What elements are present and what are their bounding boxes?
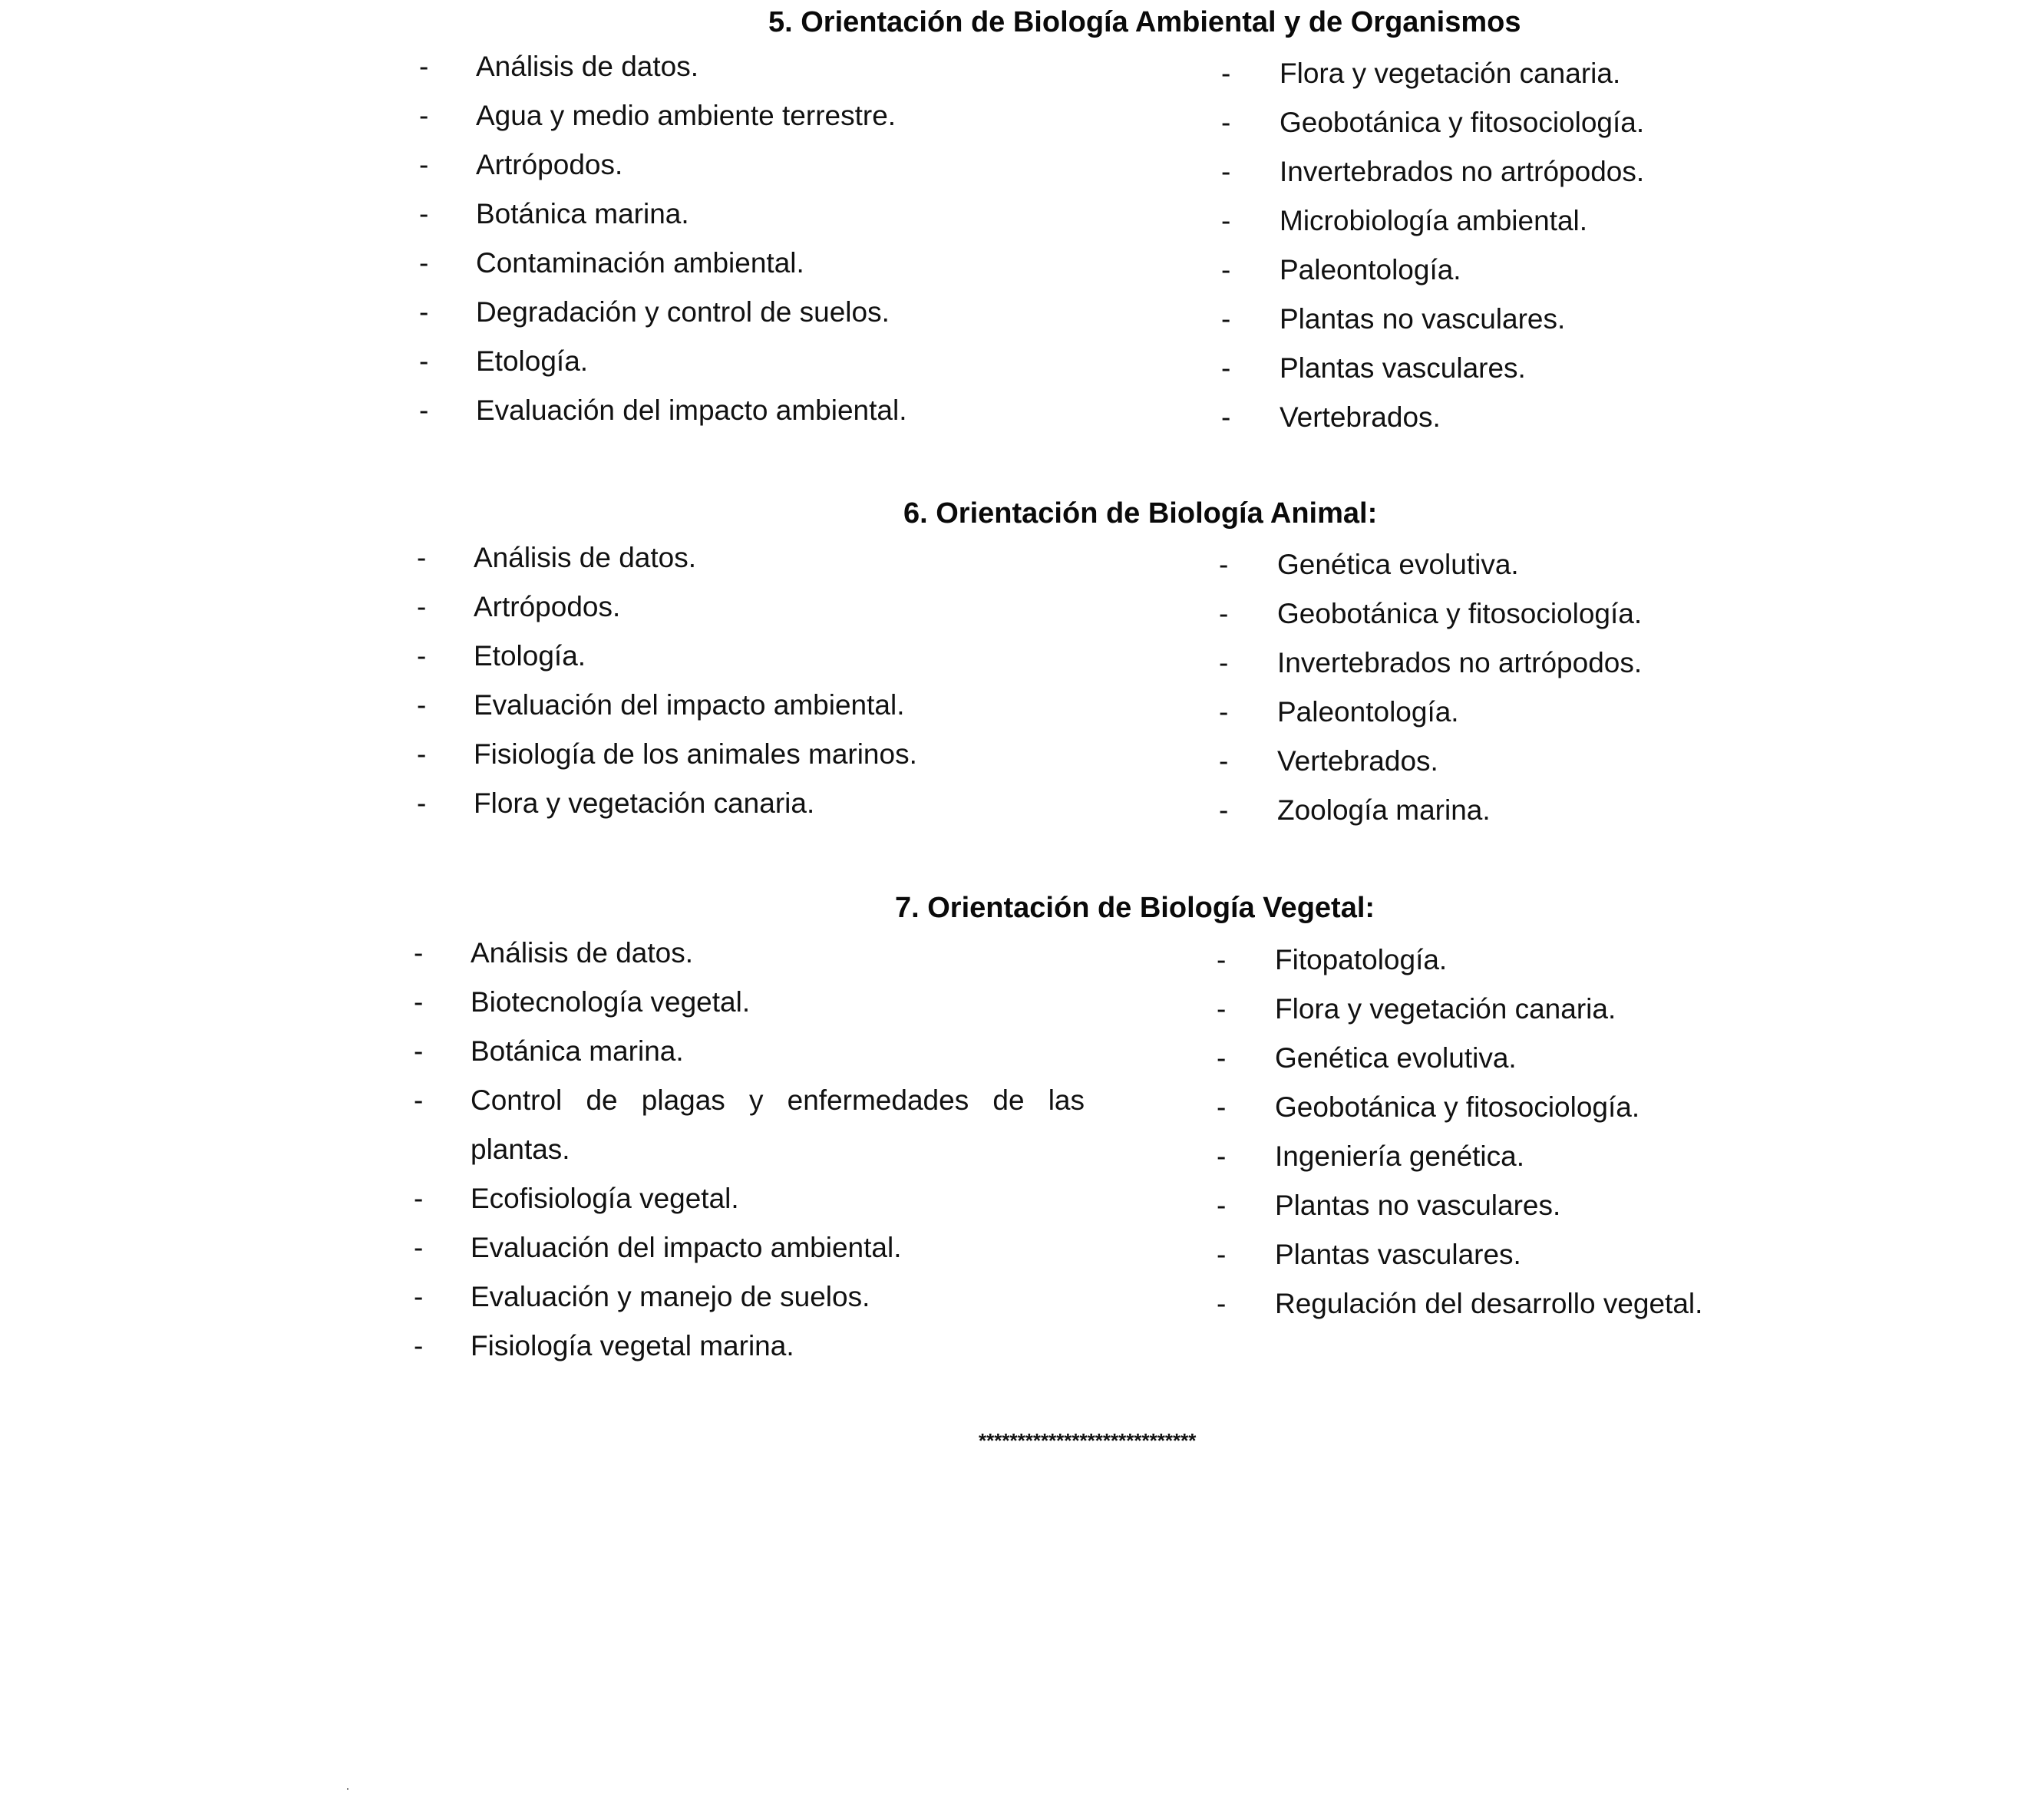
bullet-dash: - <box>1221 401 1231 433</box>
bullet-dash: - <box>417 787 427 819</box>
bullet-dash: - <box>1217 1239 1227 1270</box>
bullet-dash: - <box>419 198 429 229</box>
bullet-dash: - <box>1219 647 1229 678</box>
bullet-dash: - <box>414 986 424 1018</box>
bullet-dash: - <box>417 640 427 672</box>
bullet-dash: - <box>1217 1091 1227 1123</box>
document-page: 5. Orientación de Biología Ambiental y de Organismos - Análisis de datos. - Agua y medio ambiente terrestre. - Artrópodos. - Botánica marina. - Contaminación ambiental. - Degradación y control de suelos. - Etología. - Evaluación del impacto ambiental. - Flora y vegetación canaria. - Geobotánica y fitosociología. - Invertebrados no artrópodos. - Microbiología ambiental. - Paleontología. - Plantas no vasculares. - Plantas vasculares. - Vertebrados. 6. Orientación de Biología Animal: - Análisis de datos. - Artrópodos. - Etología. - Evaluación del impacto ambiental. - Fisiología de los animales marinos. - Flora y vegetación canaria. - Genética evolutiva. - Geobotánica y fitosociología. - Invertebrados no artrópodos. - Paleontología. - Vertebrados. - Zoología marina. 7. Orientación de Biología Vegetal: - Análisis de datos. - Biotecnología vegetal. - Botánica marina. - Control de plagas y enfermedades de las plantas. - Ecofisiología vegetal. - Evaluación del impacto ambiental. - Evaluación y manejo de suelos. - Fisiología vegetal marina. - Fitopatología. - Flora y vegetación canaria. - Genética evolutiva. - Geobotánica y fitosociología. - Ingeniería genética. - Plantas no vasculares. - Plantas vasculares. - Regulación del desarrollo vegetal. **************************** <box>0 0 2044 1812</box>
bullet-dash: - <box>1221 58 1231 89</box>
section-6-title: 6. Orientación de Biología Animal: <box>903 497 1378 530</box>
scan-speck <box>347 1788 348 1790</box>
bullet-dash: - <box>419 100 429 131</box>
bullet-dash: - <box>1217 944 1227 975</box>
bullet-dash: - <box>417 689 427 721</box>
bullet-dash: - <box>1221 303 1231 335</box>
bullet-dash: - <box>1221 205 1231 236</box>
bullet-dash: - <box>419 149 429 180</box>
bullet-dash: - <box>419 51 429 82</box>
bullet-dash: - <box>1217 993 1227 1025</box>
section-7-title: 7. Orientación de Biología Vegetal: <box>895 892 1375 924</box>
bullet-dash: - <box>1219 745 1229 777</box>
bullet-dash: - <box>414 937 424 969</box>
bullet-dash: - <box>417 591 427 622</box>
bullet-dash: - <box>414 1232 424 1263</box>
bullet-dash: - <box>1217 1140 1227 1172</box>
bullet-dash: - <box>1219 549 1229 580</box>
bullet-dash: - <box>414 1330 424 1361</box>
bullet-dash: - <box>1221 352 1231 384</box>
bullet-dash: - <box>414 1281 424 1312</box>
bullet-dash: - <box>1219 794 1229 826</box>
bullet-dash: - <box>1219 696 1229 728</box>
bullet-dash: - <box>414 1084 424 1116</box>
bullet-dash: - <box>414 1035 424 1067</box>
bullet-dash: - <box>419 345 429 377</box>
bullet-dash: - <box>417 542 427 573</box>
bullet-dash: - <box>1221 254 1231 285</box>
bullet-dash: - <box>414 1183 424 1214</box>
bullet-dash: - <box>1217 1288 1227 1319</box>
bullet-dash: - <box>1221 107 1231 138</box>
section-5-title: 5. Orientación de Biología Ambiental y de Organismos <box>768 6 1521 38</box>
bullet-dash: - <box>1217 1042 1227 1074</box>
bullet-dash: - <box>419 394 429 426</box>
bullet-dash: - <box>1219 598 1229 629</box>
bullet-dash: - <box>1221 156 1231 187</box>
bullet-dash: - <box>1217 1190 1227 1221</box>
asterisk-separator: **************************** <box>979 1429 1197 1452</box>
bullet-dash: - <box>419 296 429 328</box>
bullet-dash: - <box>419 247 429 279</box>
bullet-dash: - <box>417 738 427 770</box>
